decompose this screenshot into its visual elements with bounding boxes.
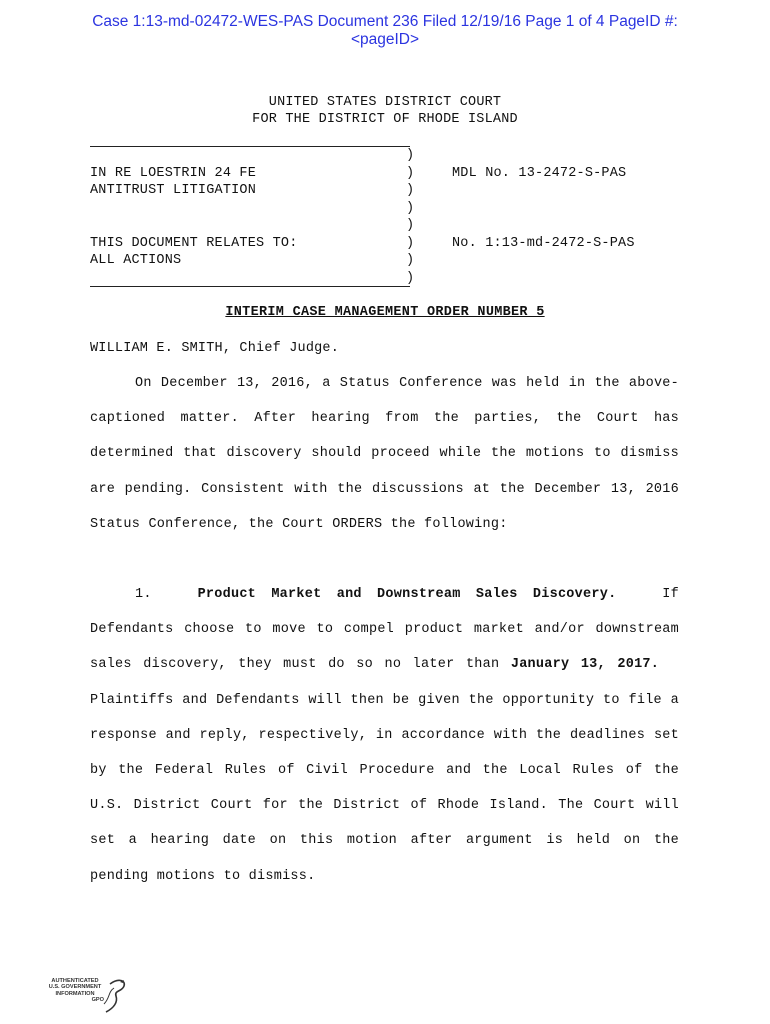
filing-header-line2: <pageID> <box>350 31 420 48</box>
intro-paragraph <box>90 366 679 542</box>
item1-number: 1. <box>135 587 152 602</box>
filing-header <box>0 13 770 49</box>
eagle-icon <box>44 974 128 1016</box>
caption-top-rule <box>90 146 410 147</box>
caption-paren: ) <box>406 270 415 286</box>
judge-name: WILLIAM E. SMITH, Chief Judge. <box>90 341 340 356</box>
case-name-line2: ANTITRUST LITIGATION <box>90 183 257 198</box>
seal-line1: AUTHENTICATED <box>51 978 99 984</box>
court-name-line2: FOR THE DISTRICT OF RHODE ISLAND <box>252 112 518 127</box>
order-title: INTERIM CASE MANAGEMENT ORDER NUMBER 5 <box>225 305 545 320</box>
item1-text-a: If Defendants choose to move to compel product market and/or downstream sales discovery, they must do so no later than <box>90 587 679 673</box>
caption-paren: ) <box>406 183 415 198</box>
mdl-number: MDL No. 13-2472-S-PAS <box>452 166 627 181</box>
case-name-line1: IN RE LOESTRIN 24 FE <box>90 166 257 181</box>
caption-paren: ) <box>406 148 415 163</box>
caption-paren: ) <box>406 235 415 251</box>
item1-heading: Product Market and Downstream Sales Discovery. <box>197 587 617 602</box>
item1-paragraph <box>90 577 679 894</box>
caption-parentheses <box>406 147 414 287</box>
caption-paren: ) <box>406 165 415 181</box>
gpo-authentication-seal <box>44 974 128 1016</box>
item1-deadline-date: January 13, 2017. <box>510 657 660 673</box>
seal-line2: U.S. GOVERNMENT <box>48 984 102 991</box>
docket-number: No. 1:13-md-2472-S-PAS <box>452 236 635 251</box>
relates-line2: ALL ACTIONS <box>90 253 182 268</box>
intro-text: On December 13, 2016, a Status Conference was held in the above-captioned matter. After hearing from the parties, the Court has determined that discovery should proceed while the motions to dismiss are pending. Consistent with the discussions at the December 13, 2016 Status Conference, the Court ORDERS the following: <box>90 376 679 532</box>
filing-header-line1: Case 1:13-md-02472-WES-PAS Document 236 Filed 12/19/16 Page 1 of 4 PageID #: <box>92 13 678 30</box>
caption-paren: ) <box>406 253 415 268</box>
relates-line1: THIS DOCUMENT RELATES TO: <box>90 236 298 251</box>
item1-text-b: Plaintiffs and Defendants will then be given the opportunity to file a response and reply, respectively, in accordance with the deadlines set by the Federal Rules of Civil Procedure and the Local Rules of the U.S. District Court for the District of Rhode Island. The Court will set a hearing date on this motion after argument is held on the pending motions to dismiss. <box>90 692 679 884</box>
seal-line4: GPO <box>91 997 104 1004</box>
seal-line3: INFORMATION <box>55 990 95 997</box>
caption-paren: ) <box>406 200 415 216</box>
court-name <box>0 94 770 128</box>
court-name-line1: UNITED STATES DISTRICT COURT <box>268 95 502 110</box>
caption-bottom-rule <box>90 286 410 287</box>
caption-paren: ) <box>406 218 415 233</box>
